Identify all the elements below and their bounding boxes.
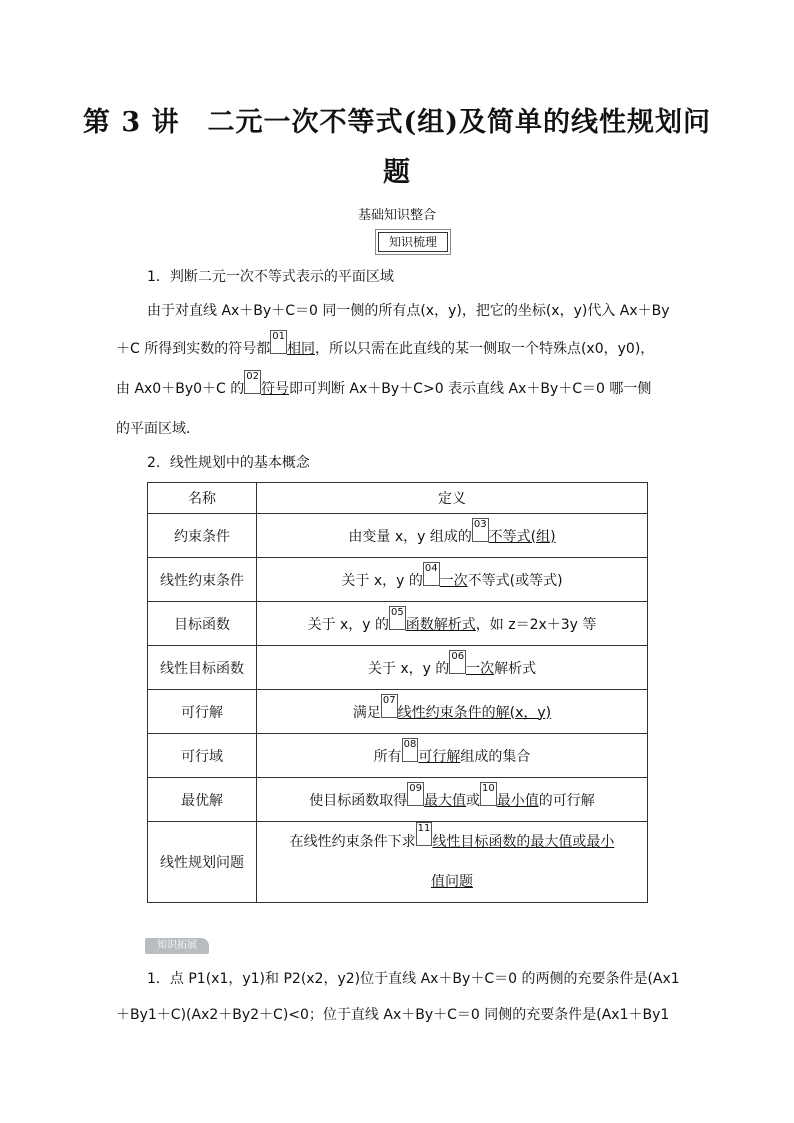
answer-text: 符号 xyxy=(260,381,289,397)
concept-table xyxy=(147,482,648,903)
table-header-definition: 定义 xyxy=(257,483,648,514)
table-row: 可行域 所有08可行解组成的集合 xyxy=(148,734,648,778)
section-2-heading: 2．线性规划中的基本概念 xyxy=(147,455,310,471)
answer-marker: 06 xyxy=(449,650,466,674)
answer-marker: 08 xyxy=(402,738,419,762)
paragraph-line: 的平面区域． xyxy=(116,421,200,437)
answer-marker: 05 xyxy=(389,606,406,630)
answer-marker: 03 xyxy=(472,518,489,542)
answer-marker: 07 xyxy=(381,694,398,718)
answer-marker: 10 xyxy=(480,782,497,806)
answer-marker: 01 xyxy=(270,330,287,354)
answer-marker: 04 xyxy=(423,562,440,586)
answer-marker: 11 xyxy=(416,822,433,846)
answer-marker: 09 xyxy=(407,782,424,806)
table-row: 约束条件 由变量 x，y 组成的03不等式(组) xyxy=(148,514,648,558)
knowledge-extension-badge: 知识拓展 xyxy=(145,938,209,954)
paragraph-line: ＋C 所得到实数的符号都01相同，所以只需在此直线的某一侧取一个特殊点(x0，y0)， xyxy=(116,331,655,357)
knowledge-summary-label: 知识梳理 xyxy=(378,232,448,252)
section-subtitle: 基础知识整合 xyxy=(357,208,436,223)
paragraph-line: 由 Ax0＋By0＋C 的02符号即可判断 Ax＋By＋C>0 表示直线 Ax＋By＋C＝0 哪一侧 xyxy=(116,371,652,397)
page-title-continued: 题 xyxy=(383,157,411,188)
paragraph-line: 1．点 P1(x1，y1)和 P2(x2，y2)位于直线 Ax＋By＋C＝0 的两侧的充要条件是(Ax1 xyxy=(147,971,680,987)
section-1-heading: 1．判断二元一次不等式表示的平面区域 xyxy=(147,269,394,285)
answer-marker: 02 xyxy=(244,370,261,394)
table-row: 最优解 使目标函数取得09最大值或10最小值的可行解 xyxy=(148,778,648,822)
table-row: 线性目标函数 关于 x，y 的06一次解析式 xyxy=(148,646,648,690)
page-title: 第 3 讲 二元一次不等式(组)及简单的线性规划问 xyxy=(82,107,712,138)
paragraph-line: ＋By1＋C)(Ax2＋By2＋C)<0；位于直线 Ax＋By＋C＝0 同侧的充要条件是(Ax1＋By1 xyxy=(116,1007,670,1023)
answer-text: 相同 xyxy=(286,341,315,357)
table-header-name: 名称 xyxy=(148,483,257,514)
table-row: 目标函数 关于 x，y 的05函数解析式，如 z＝2x＋3y 等 xyxy=(148,602,648,646)
paragraph-line: 由于对直线 Ax＋By＋C＝0 同一侧的所有点(x，y)，把它的坐标(x，y)代入 Ax＋By xyxy=(147,303,670,319)
table-row: 可行解 满足07线性约束条件的解(x，y) xyxy=(148,690,648,734)
table-row: 线性规划问题 在线性约束条件下求11线性目标函数的最大值或最小 值问题 xyxy=(148,822,648,903)
table-row: 线性约束条件 关于 x，y 的04一次不等式(或等式) xyxy=(148,558,648,602)
